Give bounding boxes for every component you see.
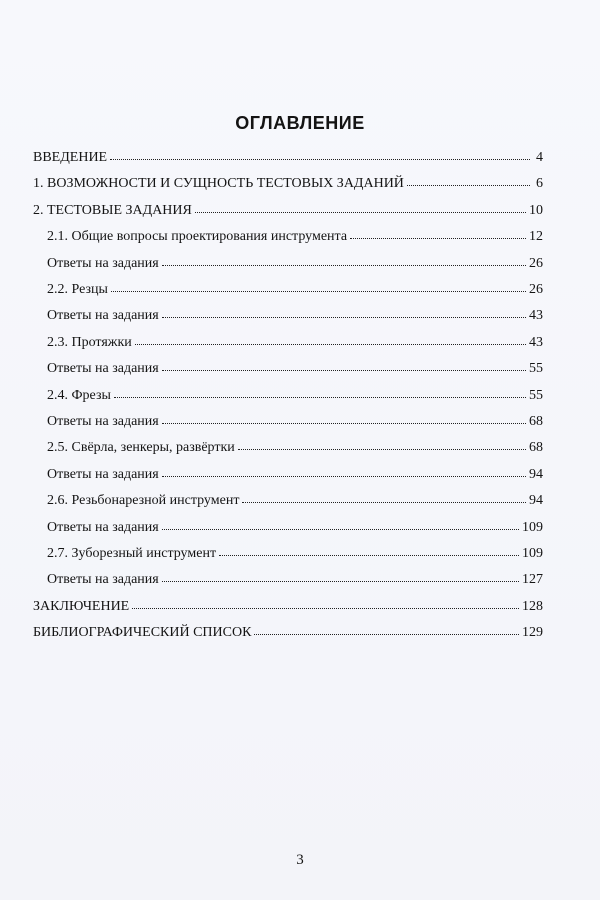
toc-entry-label: Ответы на задания (47, 572, 159, 588)
toc-entry-label: Ответы на задания (47, 414, 159, 429)
toc-entry-label: ЗАКЛЮЧЕНИЕ (33, 598, 130, 614)
toc-entry-label: ВВЕДЕНИЕ (33, 150, 108, 165)
page-title: ОГЛАВЛЕНИЕ (235, 113, 365, 133)
toc-entry (47, 546, 543, 562)
toc-entry-label: Ответы на задания (47, 308, 159, 324)
toc-entry-page: 10 (529, 202, 543, 218)
toc-entry-page: 26 (529, 282, 543, 297)
toc-entry-page: 127 (522, 572, 543, 588)
toc-entry-label: 2.6. Резьбонарезной инструмент (47, 493, 240, 509)
toc-entry (47, 572, 543, 588)
toc-entry-page: 68 (529, 440, 543, 456)
toc-entry (33, 203, 543, 219)
toc-entry-page: 43 (529, 308, 543, 324)
toc-leader-dots (111, 281, 526, 292)
toc-entry-page: 4 (536, 150, 543, 165)
toc-leader-dots (242, 492, 526, 503)
toc-entry-page: 55 (529, 387, 543, 403)
toc-entry-page: 94 (529, 466, 543, 482)
toc-leader-dots (162, 255, 526, 266)
toc-entry-label: 2.2. Резцы (47, 282, 108, 297)
toc-leader-dots (162, 413, 526, 424)
toc-leader-dots (135, 334, 526, 345)
toc-entry-label: Ответы на задания (47, 466, 159, 482)
toc-leader-dots (162, 519, 519, 530)
toc-leader-dots (162, 466, 526, 477)
toc-entry (47, 414, 543, 430)
toc-entry (47, 361, 543, 377)
toc-entry (47, 440, 543, 456)
toc-entry (47, 467, 543, 483)
toc-entry (47, 520, 543, 536)
toc-entry-page: 6 (536, 176, 543, 192)
toc-leader-dots (219, 545, 519, 556)
toc-entry (47, 229, 543, 245)
toc-entry-label: 2.4. Фрезы (47, 387, 111, 403)
toc-entry-label: 2.5. Свёрла, зенкеры, развёртки (47, 440, 235, 456)
toc-leader-dots (162, 571, 519, 582)
toc-entry-label: 2.1. Общие вопросы проектирования инструмента (47, 229, 348, 245)
toc-entry-page: 129 (522, 625, 543, 641)
toc-entry-page: 26 (529, 255, 543, 271)
toc-entry-page: 94 (529, 493, 543, 509)
toc-entry-page: 43 (529, 334, 543, 350)
toc-leader-dots (110, 149, 530, 160)
toc-entry (33, 150, 543, 166)
toc-entry-label: 2. ТЕСТОВЫЕ ЗАДАНИЯ (33, 202, 192, 218)
toc-leader-dots (254, 624, 519, 635)
toc-entry-label: 2.7. Зуборезный инструмент (47, 546, 217, 561)
toc-entry-page: 109 (522, 546, 543, 561)
toc-entry-page: 109 (522, 519, 543, 535)
toc-leader-dots (162, 307, 526, 318)
toc-leader-dots (162, 360, 526, 371)
toc-entry-page: 12 (529, 229, 543, 245)
toc-entry-page: 128 (522, 598, 543, 614)
toc-entry (33, 176, 543, 192)
toc-leader-dots (195, 202, 526, 213)
toc-entry (47, 493, 543, 509)
toc-entry-label: БИБЛИОГРАФИЧЕСКИЙ СПИСОК (33, 625, 252, 641)
toc-leader-dots (114, 387, 526, 398)
page-number: 3 (296, 852, 304, 868)
toc-leader-dots (238, 439, 526, 450)
toc-leader-dots (407, 175, 530, 186)
toc-entry (47, 256, 543, 272)
toc-entry (47, 282, 543, 298)
toc-entry (33, 599, 543, 615)
toc-entry-page: 68 (529, 414, 543, 429)
toc-entry (47, 335, 543, 351)
toc-entry (33, 625, 543, 641)
toc-entry (47, 388, 543, 404)
toc-entry-label: Ответы на задания (47, 519, 159, 535)
toc-entry-label: 2.3. Протяжки (47, 334, 132, 350)
toc-entry-label: Ответы на задания (47, 361, 159, 377)
toc-entry (47, 308, 543, 324)
toc-leader-dots (350, 228, 526, 239)
toc-entry-label: Ответы на задания (47, 255, 159, 271)
toc-entry-label: 1. ВОЗМОЖНОСТИ И СУЩНОСТЬ ТЕСТОВЫХ ЗАДАНИЙ (33, 176, 404, 192)
toc-entry-page: 55 (529, 361, 543, 377)
toc-leader-dots (132, 598, 519, 609)
